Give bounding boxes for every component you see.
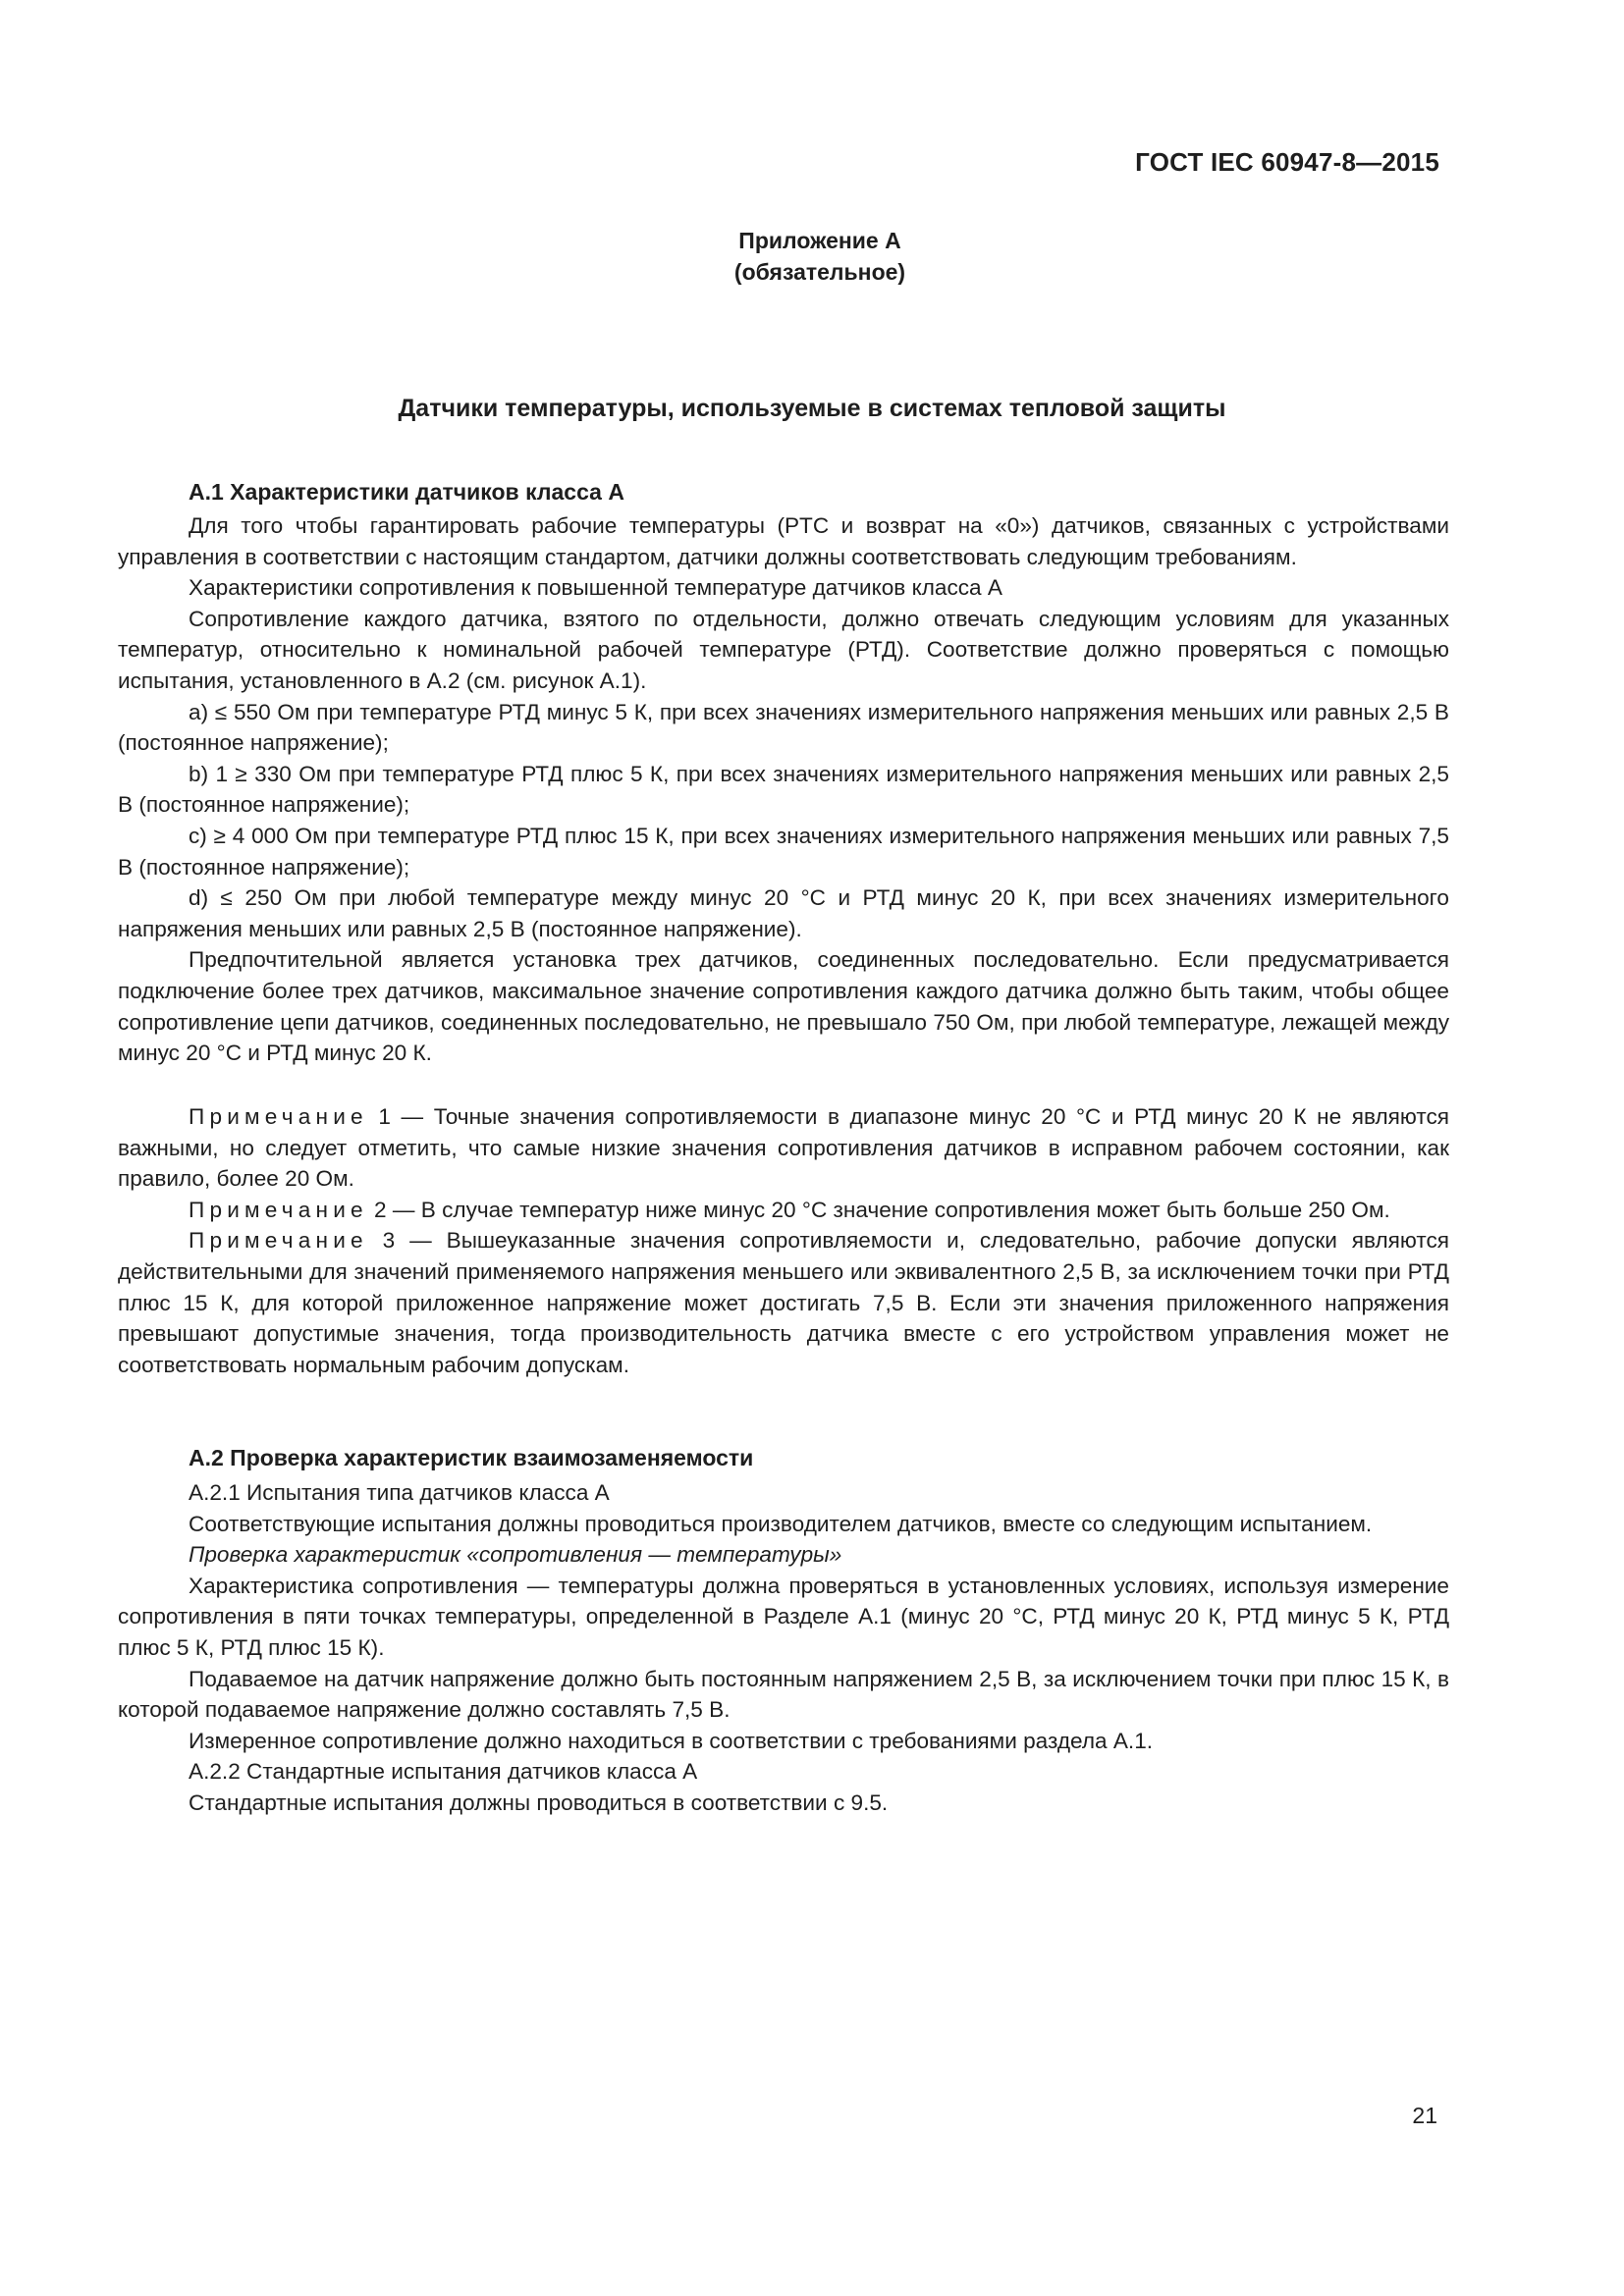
page-number: 21 bbox=[1412, 2103, 1437, 2128]
note-text: 3 — Вышеуказанные значения сопротивляемости и, следовательно, рабочие допуски являются действительными для значений применяемого напряжения меньшего или эквивалентного 2,5 В, за исключением точки при РТД плюс 15 К, для которой приложенное напряжение может достигать 7,5 В. Если эти значения приложенного напряжения превышают допустимые значения, тогда производительность датчика вместе с его устройством управления может не соответствовать нормальным рабочим допускам. bbox=[118, 1228, 1449, 1377]
paragraph: Подаваемое на датчик напряжение должно быть постоянным напряжением 2,5 В, за исключением точки при плюс 15 К, в которой подаваемое напряжение должно составлять 7,5 В. bbox=[118, 1666, 1449, 1723]
note bbox=[118, 1195, 1449, 1226]
paragraph: Стандартные испытания должны проводиться в соответствии с 9.5. bbox=[189, 1789, 889, 1815]
list-item: d) ≤ 250 Ом при любой температуре между минус 20 °С и РТД минус 20 К, при всех значениях измерительного напряжения меньших или равных 2,5 В (постоянное напряжение). bbox=[118, 885, 1449, 941]
annex-status: (обязательное) bbox=[733, 259, 906, 285]
note-text: 1 — Точные значения сопротивляемости в диапазоне минус 20 °С и РТД минус 20 К не являются важными, но следует отметить, что самые низкие значения сопротивления датчиков в исправном рабочем состоянии, как правило, более 20 Ом. bbox=[118, 1104, 1449, 1192]
paragraph: Характеристика сопротивления — температуры должна проверяться в установленных условиях, используя измерение сопротивления в пяти точках температуры, определенной в Разделе А.1 (минус 20 °С, РТД минус 20 К, РТД минус 5 К, РТД плюс 5 К, РТД плюс 15 К). bbox=[118, 1573, 1449, 1660]
note-label: Примечание bbox=[189, 1197, 368, 1222]
section-a2-heading: А.2 Проверка характеристик взаимозаменяемости bbox=[189, 1445, 754, 1470]
note bbox=[118, 1225, 1449, 1380]
notes-block bbox=[118, 1101, 1449, 1380]
paragraph: Характеристики сопротивления к повышенной температуре датчиков класса А bbox=[189, 575, 1002, 601]
document-title: Датчики температуры, используемые в системах тепловой защиты bbox=[398, 395, 1226, 422]
paragraph: Измеренное сопротивление должно находиться в соответствии с требованиями раздела А.1. bbox=[189, 1728, 1154, 1753]
subsection-heading: А.2.2 Стандартные испытания датчиков класса А bbox=[189, 1759, 698, 1785]
standard-code: ГОСТ IEC 60947-8—2015 bbox=[1135, 147, 1439, 177]
annex-title: Приложение А bbox=[738, 228, 901, 253]
paragraph: Предпочтительной является установка трех датчиков, соединенных последовательно. Если предусматривается подключение более трех датчиков, максимальное значение сопротивления каждого датчика должно быть таким, чтобы общее сопротивление цепи датчиков, соединенных последовательно, не превышало 750 Ом, при любой температуре, лежащей между минус 20 °С и РТД минус 20 К. bbox=[118, 947, 1449, 1066]
section-a2-body bbox=[118, 1477, 1449, 1819]
italic-subtitle: Проверка характеристик «сопротивления — температуры» bbox=[189, 1542, 842, 1568]
section-a1-body bbox=[118, 510, 1449, 1069]
list-item: c) ≥ 4 000 Ом при температуре РТД плюс 15 К, при всех значениях измерительного напряжения меньших или равных 7,5 В (постоянное напряжение); bbox=[118, 823, 1449, 880]
list-item: b) 1 ≥ 330 Ом при температуре РТД плюс 5 К, при всех значениях измерительного напряжения меньших или равных 2,5 В (постоянное напряжение); bbox=[118, 761, 1449, 818]
paragraph: Для того чтобы гарантировать рабочие температуры (PTC и возврат на «0») датчиков, связанных с устройствами управления в соответствии с настоящим стандартом, датчики должны соответствовать следующим требованиям. bbox=[118, 513, 1449, 569]
paragraph: Сопротивление каждого датчика, взятого по отдельности, должно отвечать следующим условиям для указанных температур, относительно к номинальной рабочей температуре (РТД). Соответствие должно проверяться с помощью испытания, установленного в А.2 (см. рисунок А.1). bbox=[118, 606, 1449, 693]
note-text: 2 — В случае температур ниже минус 20 °С значение сопротивления может быть больше 250 Ом. bbox=[367, 1197, 1390, 1222]
subsection-heading: А.2.1 Испытания типа датчиков класса А bbox=[189, 1480, 610, 1505]
annex-heading bbox=[0, 225, 1624, 288]
list-item: a) ≤ 550 Ом при температуре РТД минус 5 К, при всех значениях измерительного напряжения меньших или равных 2,5 В (постоянное напряжение); bbox=[118, 699, 1449, 756]
note-label: Примечание bbox=[189, 1228, 368, 1254]
paragraph: Соответствующие испытания должны проводиться производителем датчиков, вместе со следующим испытанием. bbox=[189, 1511, 1373, 1536]
note bbox=[118, 1101, 1449, 1195]
section-a1-heading: А.1 Характеристики датчиков класса А bbox=[189, 479, 624, 505]
note-label: Примечание bbox=[189, 1104, 368, 1129]
